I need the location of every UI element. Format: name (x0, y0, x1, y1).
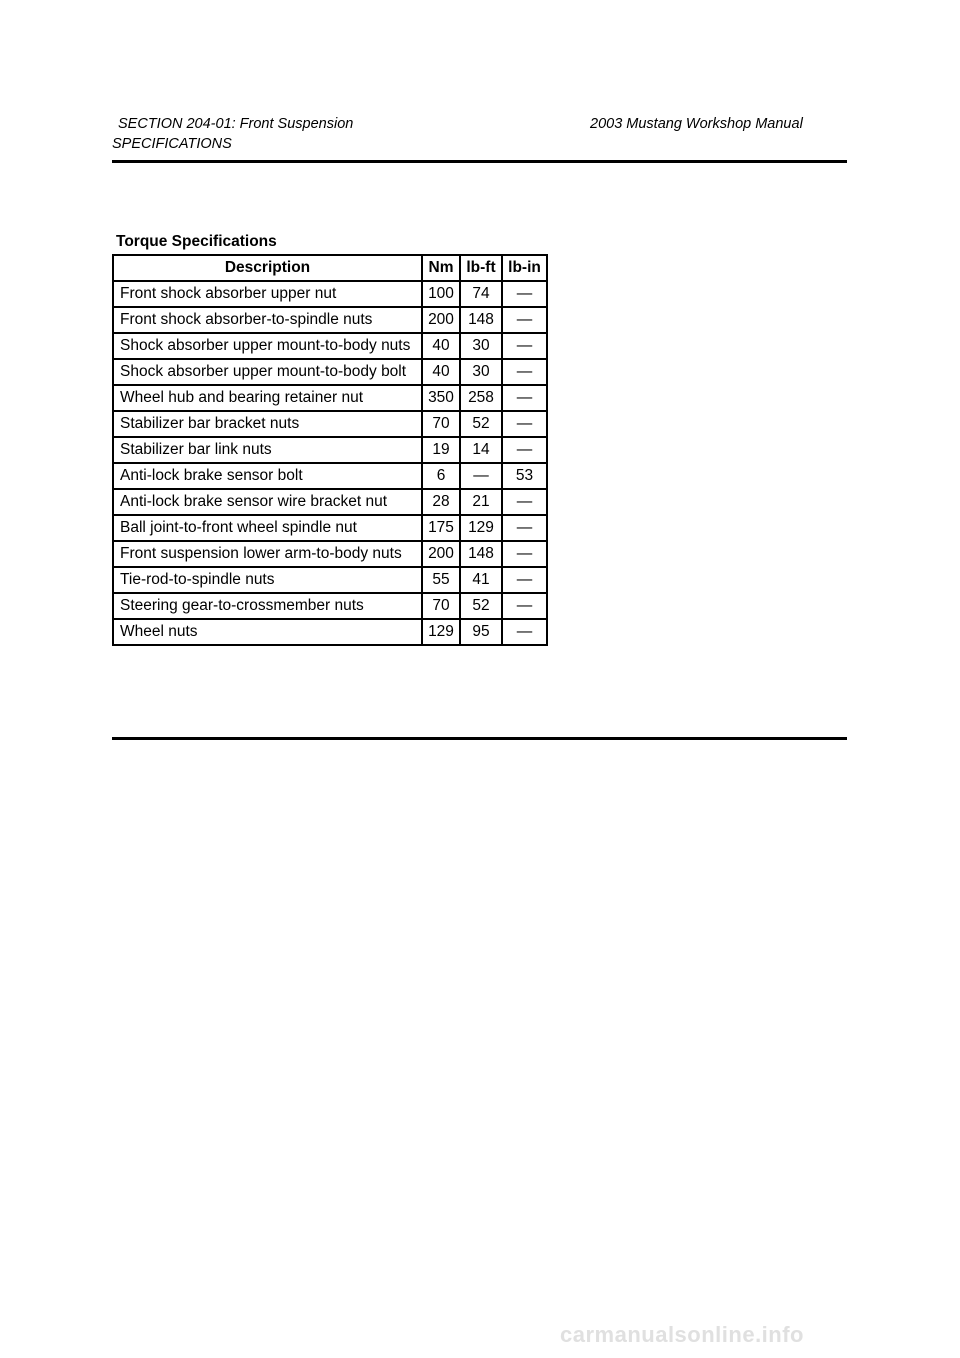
cell-nm: 200 (422, 541, 460, 567)
torque-specifications-table (112, 254, 548, 646)
cell-nm: 6 (422, 463, 460, 489)
table-row (113, 437, 547, 463)
column-header-lb-in: lb-in (502, 255, 547, 281)
cell-lb-ft: 30 (460, 333, 502, 359)
table-row (113, 515, 547, 541)
cell-lb-ft: 30 (460, 359, 502, 385)
cell-lb-ft: 14 (460, 437, 502, 463)
cell-lb-in: — (502, 437, 547, 463)
cell-lb-in: — (502, 515, 547, 541)
cell-description: Front shock absorber-to-spindle nuts (113, 307, 422, 333)
cell-lb-ft: 148 (460, 541, 502, 567)
cell-lb-ft: 21 (460, 489, 502, 515)
table-row (113, 281, 547, 307)
cell-nm: 70 (422, 593, 460, 619)
cell-nm: 40 (422, 333, 460, 359)
cell-lb-in: — (502, 619, 547, 645)
table-body (113, 281, 547, 645)
cell-description: Shock absorber upper mount-to-body nuts (113, 333, 422, 359)
table-row (113, 411, 547, 437)
watermark: carmanualsonline.info (560, 1322, 804, 1347)
cell-lb-ft: 258 (460, 385, 502, 411)
cell-nm: 200 (422, 307, 460, 333)
cell-nm: 129 (422, 619, 460, 645)
cell-lb-in: — (502, 593, 547, 619)
cell-description: Wheel nuts (113, 619, 422, 645)
cell-lb-ft: — (460, 463, 502, 489)
cell-description: Wheel hub and bearing retainer nut (113, 385, 422, 411)
cell-lb-in: — (502, 307, 547, 333)
cell-lb-in: — (502, 541, 547, 567)
cell-nm: 19 (422, 437, 460, 463)
cell-description: Ball joint-to-front wheel spindle nut (113, 515, 422, 541)
cell-description: Steering gear-to-crossmember nuts (113, 593, 422, 619)
cell-description: Tie-rod-to-spindle nuts (113, 567, 422, 593)
cell-nm: 28 (422, 489, 460, 515)
column-header-description: Description (113, 255, 422, 281)
cell-lb-in: — (502, 489, 547, 515)
cell-lb-in: 53 (502, 463, 547, 489)
cell-lb-in: — (502, 281, 547, 307)
column-header-nm: Nm (422, 255, 460, 281)
cell-nm: 55 (422, 567, 460, 593)
cell-lb-ft: 129 (460, 515, 502, 541)
table-row (113, 541, 547, 567)
table-row (113, 359, 547, 385)
cell-description: Front suspension lower arm-to-body nuts (113, 541, 422, 567)
cell-nm: 40 (422, 359, 460, 385)
table-row (113, 619, 547, 645)
cell-description: Front shock absorber upper nut (113, 281, 422, 307)
footer-divider (112, 737, 847, 740)
cell-lb-ft: 41 (460, 567, 502, 593)
cell-lb-in: — (502, 567, 547, 593)
table-title: Torque Specifications (116, 233, 277, 250)
table-row (113, 489, 547, 515)
cell-description: Stabilizer bar link nuts (113, 437, 422, 463)
cell-lb-in: — (502, 385, 547, 411)
cell-lb-ft: 52 (460, 411, 502, 437)
cell-nm: 100 (422, 281, 460, 307)
column-header-lb-ft: lb-ft (460, 255, 502, 281)
section-title: SECTION 204-01: Front Suspension (118, 116, 354, 132)
cell-nm: 350 (422, 385, 460, 411)
cell-lb-in: — (502, 333, 547, 359)
cell-lb-ft: 52 (460, 593, 502, 619)
cell-nm: 70 (422, 411, 460, 437)
table-row (113, 307, 547, 333)
cell-lb-in: — (502, 359, 547, 385)
cell-description: Stabilizer bar bracket nuts (113, 411, 422, 437)
table-row (113, 567, 547, 593)
cell-nm: 175 (422, 515, 460, 541)
cell-lb-ft: 148 (460, 307, 502, 333)
cell-description: Anti-lock brake sensor bolt (113, 463, 422, 489)
manual-title: 2003 Mustang Workshop Manual (590, 116, 803, 132)
table-row (113, 385, 547, 411)
table-row (113, 333, 547, 359)
table-header-row (113, 255, 547, 281)
cell-lb-ft: 74 (460, 281, 502, 307)
cell-lb-in: — (502, 411, 547, 437)
table-row (113, 593, 547, 619)
header-divider (112, 160, 847, 163)
cell-lb-ft: 95 (460, 619, 502, 645)
table-row (113, 463, 547, 489)
cell-description: Shock absorber upper mount-to-body bolt (113, 359, 422, 385)
cell-description: Anti-lock brake sensor wire bracket nut (113, 489, 422, 515)
subsection-title: SPECIFICATIONS (112, 136, 232, 152)
